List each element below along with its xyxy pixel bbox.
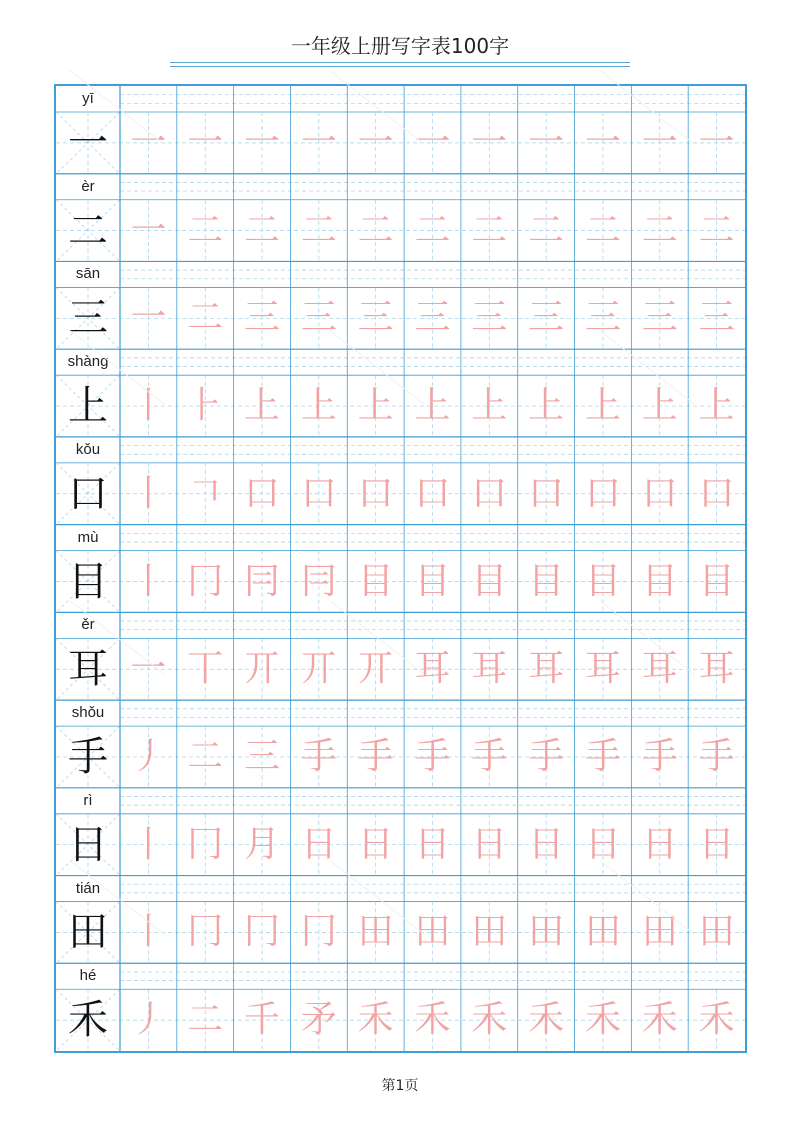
stroke-order-cell: 手 — [528, 735, 565, 777]
page-title: 一年级上册写字表100字 — [290, 34, 510, 58]
stroke-order-cell: 目 — [584, 560, 621, 602]
stroke-order-cell: 日 — [584, 823, 621, 865]
stroke-order-cell: 一 — [528, 121, 565, 163]
stroke-order-cell: 田 — [584, 911, 621, 953]
stroke-order-cell: 手 — [357, 735, 394, 777]
stroke-order-cell: 目 — [357, 560, 394, 602]
stroke-order-cell: 口 — [584, 472, 621, 514]
stroke-order-cell: 禾 — [528, 999, 565, 1041]
stroke-order-cell: 丿 — [130, 735, 167, 777]
stroke-order-cell: 手 — [414, 735, 451, 777]
stroke-order-cell: 禾 — [414, 999, 451, 1041]
model-character: 一 — [68, 119, 108, 166]
writing-grid-sheet — [54, 84, 747, 1053]
stroke-order-cell: 一 — [300, 121, 337, 163]
stroke-order-cell: 三 — [300, 297, 337, 339]
pinyin-label: rì — [83, 791, 93, 809]
stroke-order-cell: 一 — [130, 121, 167, 163]
stroke-order-cell: 丌 — [357, 648, 394, 690]
stroke-order-cell: 三 — [244, 735, 281, 777]
stroke-order-cell: 禾 — [641, 999, 678, 1041]
stroke-order-cell: 三 — [414, 297, 451, 339]
pinyin-label: èr — [81, 177, 95, 195]
stroke-order-cell: 丨 — [130, 385, 167, 427]
stroke-order-cell: 丿 — [130, 999, 167, 1041]
title-rule-bottom — [170, 66, 630, 67]
stroke-order-cell: 耳 — [698, 648, 735, 690]
stroke-order-cell: 禾 — [698, 999, 735, 1041]
model-character: 田 — [68, 909, 108, 956]
stroke-order-cell: 二 — [584, 209, 621, 251]
stroke-order-cell: 田 — [641, 911, 678, 953]
stroke-order-cell: 上 — [698, 385, 735, 427]
stroke-order-cell: 田 — [698, 911, 735, 953]
stroke-order-cell: 口 — [244, 472, 281, 514]
stroke-order-cell: 一 — [357, 121, 394, 163]
stroke-order-cell: 冃 — [300, 560, 337, 602]
stroke-order-cell: 丨 — [130, 823, 167, 865]
stroke-order-cell: 二 — [187, 999, 224, 1041]
stroke-order-cell: 目 — [471, 560, 508, 602]
stroke-order-cell: 冂 — [187, 911, 224, 953]
stroke-order-cell: 口 — [300, 472, 337, 514]
stroke-order-cell: 上 — [300, 385, 337, 427]
model-character: 目 — [68, 558, 108, 605]
stroke-order-cell: 二 — [414, 209, 451, 251]
stroke-order-cell: 耳 — [641, 648, 678, 690]
model-character: 三 — [68, 295, 108, 342]
stroke-order-cell: 丨 — [130, 560, 167, 602]
model-character: 二 — [68, 207, 108, 254]
stroke-order-cell: 一 — [471, 121, 508, 163]
stroke-order-cell: 日 — [414, 823, 451, 865]
model-character: 耳 — [68, 646, 108, 693]
pinyin-label: sān — [75, 265, 101, 283]
stroke-order-cell: 丨 — [130, 911, 167, 953]
stroke-order-cell: 手 — [300, 735, 337, 777]
stroke-order-cell: 目 — [641, 560, 678, 602]
stroke-order-cell: 田 — [357, 911, 394, 953]
stroke-order-cell: 耳 — [414, 648, 451, 690]
stroke-order-cell: 日 — [698, 823, 735, 865]
stroke-order-cell: 手 — [471, 735, 508, 777]
title-rule-top — [170, 62, 630, 63]
stroke-order-cell: 口 — [528, 472, 565, 514]
stroke-order-cell: 冂 — [244, 911, 281, 953]
stroke-order-cell: 一 — [641, 121, 678, 163]
pinyin-label: yī — [82, 90, 94, 107]
stroke-order-cell: 一 — [130, 648, 167, 690]
stroke-order-cell: 田 — [414, 911, 451, 953]
stroke-order-cell: 口 — [414, 472, 451, 514]
stroke-order-cell: 二 — [244, 209, 281, 251]
stroke-order-cell: 二 — [187, 209, 224, 251]
stroke-order-cell: 二 — [641, 209, 678, 251]
stroke-order-cell: 上 — [244, 385, 281, 427]
stroke-order-cell: 耳 — [584, 648, 621, 690]
stroke-order-cell: 上 — [471, 385, 508, 427]
pinyin-label: hé — [79, 967, 97, 985]
stroke-order-cell: 二 — [187, 735, 224, 777]
stroke-order-cell: 手 — [698, 735, 735, 777]
stroke-order-cell: 二 — [357, 209, 394, 251]
stroke-order-cell: 冂 — [187, 560, 224, 602]
stroke-order-cell: 二 — [471, 209, 508, 251]
stroke-order-cell: 口 — [641, 472, 678, 514]
stroke-order-cell: 田 — [471, 911, 508, 953]
stroke-order-cell: 口 — [357, 472, 394, 514]
page-number: 第1页 — [381, 1078, 419, 1094]
stroke-order-cell: 月 — [244, 823, 281, 865]
stroke-order-cell: 矛 — [300, 999, 337, 1041]
model-character: 手 — [68, 733, 108, 780]
stroke-order-cell: 禾 — [584, 999, 621, 1041]
model-character: 禾 — [68, 997, 108, 1044]
stroke-order-cell: 冃 — [244, 560, 281, 602]
stroke-order-cell: 三 — [357, 297, 394, 339]
stroke-order-cell: 三 — [698, 297, 735, 339]
stroke-order-cell: 三 — [641, 297, 678, 339]
stroke-order-cell: 手 — [641, 735, 678, 777]
stroke-order-cell: 耳 — [471, 648, 508, 690]
stroke-order-cell: 丨 — [130, 472, 167, 514]
pinyin-label: mù — [77, 528, 99, 546]
stroke-order-cell: 一 — [187, 121, 224, 163]
stroke-order-cell: 二 — [300, 209, 337, 251]
stroke-order-cell: 日 — [641, 823, 678, 865]
stroke-order-cell: 一 — [698, 121, 735, 163]
stroke-order-cell: 口 — [698, 472, 735, 514]
stroke-order-cell: 手 — [584, 735, 621, 777]
model-character: 上 — [68, 383, 108, 430]
stroke-order-cell: 二 — [187, 297, 224, 339]
pinyin-label: kǒu — [75, 440, 101, 458]
stroke-order-cell: 上 — [528, 385, 565, 427]
stroke-order-cell: 目 — [528, 560, 565, 602]
stroke-order-cell: 丅 — [187, 648, 224, 690]
model-character: 日 — [68, 821, 108, 868]
stroke-order-cell: 上 — [414, 385, 451, 427]
pinyin-label: shàng — [67, 353, 109, 371]
stroke-order-cell: 禾 — [357, 999, 394, 1041]
stroke-order-cell: 日 — [471, 823, 508, 865]
stroke-order-cell: 𠃍 — [187, 472, 224, 514]
stroke-order-cell: 丌 — [300, 648, 337, 690]
stroke-order-cell: 一 — [130, 209, 167, 251]
stroke-order-cell: 田 — [528, 911, 565, 953]
stroke-order-cell: 三 — [528, 297, 565, 339]
stroke-order-cell: 目 — [414, 560, 451, 602]
stroke-order-cell: 一 — [244, 121, 281, 163]
stroke-order-cell: 三 — [584, 297, 621, 339]
stroke-order-cell: 一 — [584, 121, 621, 163]
stroke-order-cell: 三 — [471, 297, 508, 339]
stroke-order-cell: 禾 — [471, 999, 508, 1041]
pinyin-label: ěr — [81, 616, 95, 634]
stroke-order-cell: 冂 — [300, 911, 337, 953]
stroke-order-cell: ⺊ — [187, 385, 224, 427]
stroke-order-cell: 二 — [528, 209, 565, 251]
stroke-order-cell: 日 — [300, 823, 337, 865]
stroke-order-cell: 上 — [641, 385, 678, 427]
stroke-order-cell: 一 — [130, 297, 167, 339]
stroke-order-cell: 上 — [584, 385, 621, 427]
stroke-order-cell: 日 — [528, 823, 565, 865]
stroke-order-cell: 一 — [414, 121, 451, 163]
stroke-order-cell: 丌 — [244, 648, 281, 690]
stroke-order-cell: 千 — [244, 999, 281, 1041]
pinyin-label: shǒu — [71, 704, 105, 722]
stroke-order-cell: 冂 — [187, 823, 224, 865]
model-character: 口 — [68, 470, 108, 517]
stroke-order-cell: 上 — [357, 385, 394, 427]
pinyin-label: tián — [75, 879, 101, 897]
stroke-order-cell: 耳 — [528, 648, 565, 690]
stroke-order-cell: 口 — [471, 472, 508, 514]
stroke-order-cell: 二 — [698, 209, 735, 251]
stroke-order-cell: 三 — [244, 297, 281, 339]
stroke-order-cell: 目 — [698, 560, 735, 602]
stroke-order-cell: 日 — [357, 823, 394, 865]
